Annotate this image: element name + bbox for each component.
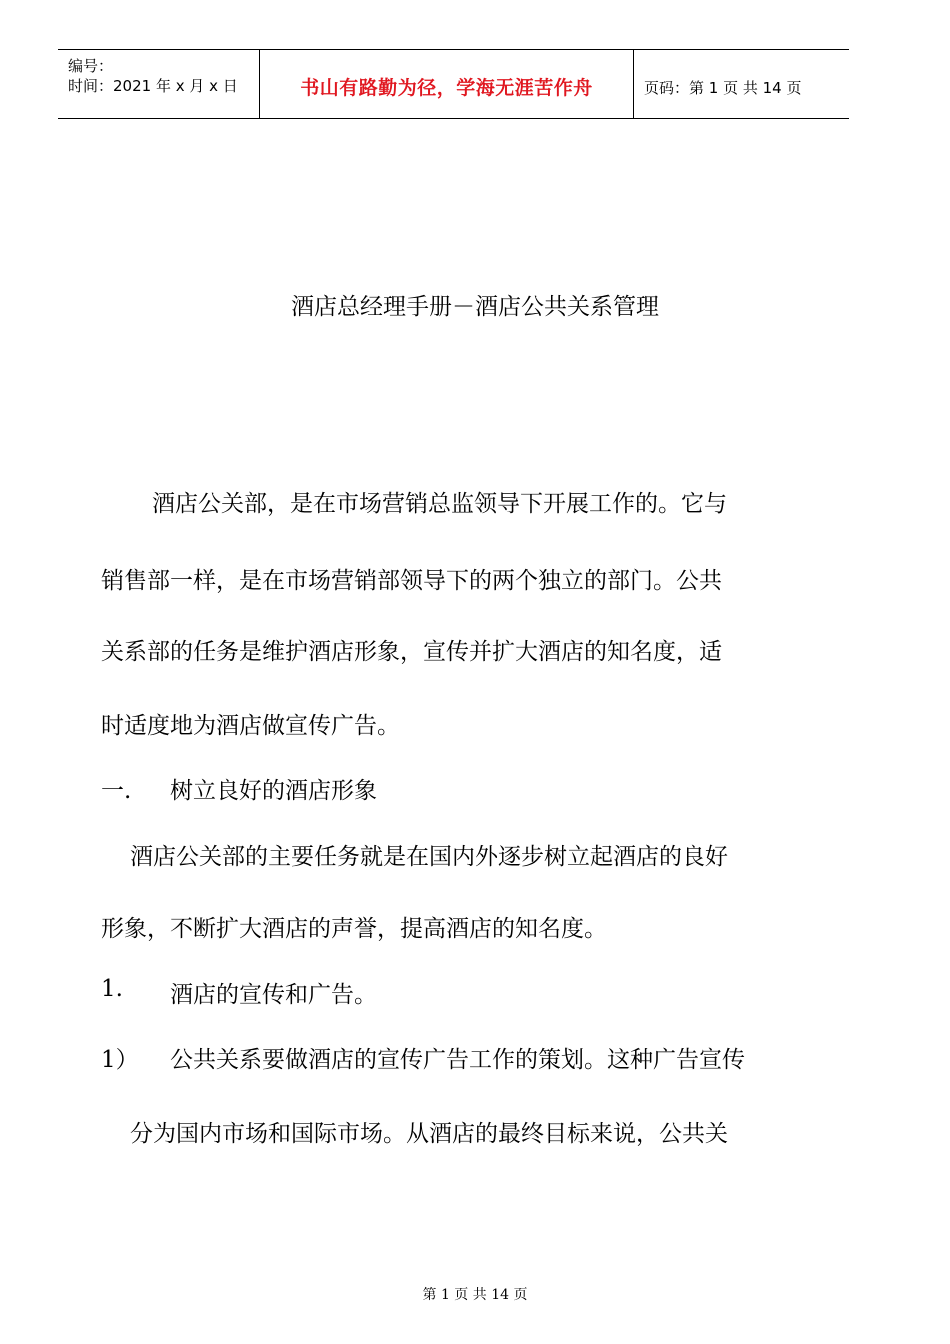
sub-item-1-marker: 1） <box>101 1047 139 1073</box>
document-number-label: 编号： <box>68 57 114 75</box>
section-1-heading: 树立良好的酒店形象 <box>170 778 377 804</box>
intro-line-3: 关系部的任务是维护酒店形象，宣传并扩大酒店的知名度，适 <box>101 639 722 665</box>
intro-line-2: 销售部一样，是在市场营销部领导下的两个独立的部门。公共 <box>101 568 722 594</box>
section-1-marker: 一. <box>101 778 132 804</box>
header-page-cell <box>634 50 849 118</box>
page-header <box>58 49 849 119</box>
page-footer: 第 1 页 共 14 页 <box>422 1287 528 1303</box>
sub-item-1-line-2: 分为国内市场和国际市场。从酒店的最终目标来说，公共关 <box>130 1121 728 1147</box>
document-title: 酒店总经理手册－酒店公共关系管理 <box>291 294 659 320</box>
section-1-line-2: 形象，不断扩大酒店的声誉，提高酒店的知名度。 <box>101 916 607 942</box>
intro-line-1: 酒店公关部，是在市场营销总监领导下开展工作的。它与 <box>152 491 727 517</box>
sub-item-1-line-1: 公共关系要做酒店的宣传广告工作的策划。这种广告宣传 <box>170 1047 745 1073</box>
header-motto: 书山有路勤为径，学海无涯苦作舟 <box>300 77 593 99</box>
intro-line-4: 时适度地为酒店做宣传广告。 <box>101 713 400 739</box>
header-meta-cell <box>58 50 260 118</box>
section-1-line-1: 酒店公关部的主要任务就是在国内外逐步树立起酒店的良好 <box>130 844 728 870</box>
item-1-heading: 酒店的宣传和广告。 <box>170 982 377 1008</box>
header-motto-cell <box>260 50 634 118</box>
header-page-info: 页码：第 1 页 共 14 页 <box>644 79 802 97</box>
item-1-marker: 1. <box>101 976 123 1002</box>
document-date: 时间：2021 年 x 月 x 日 <box>68 77 238 95</box>
